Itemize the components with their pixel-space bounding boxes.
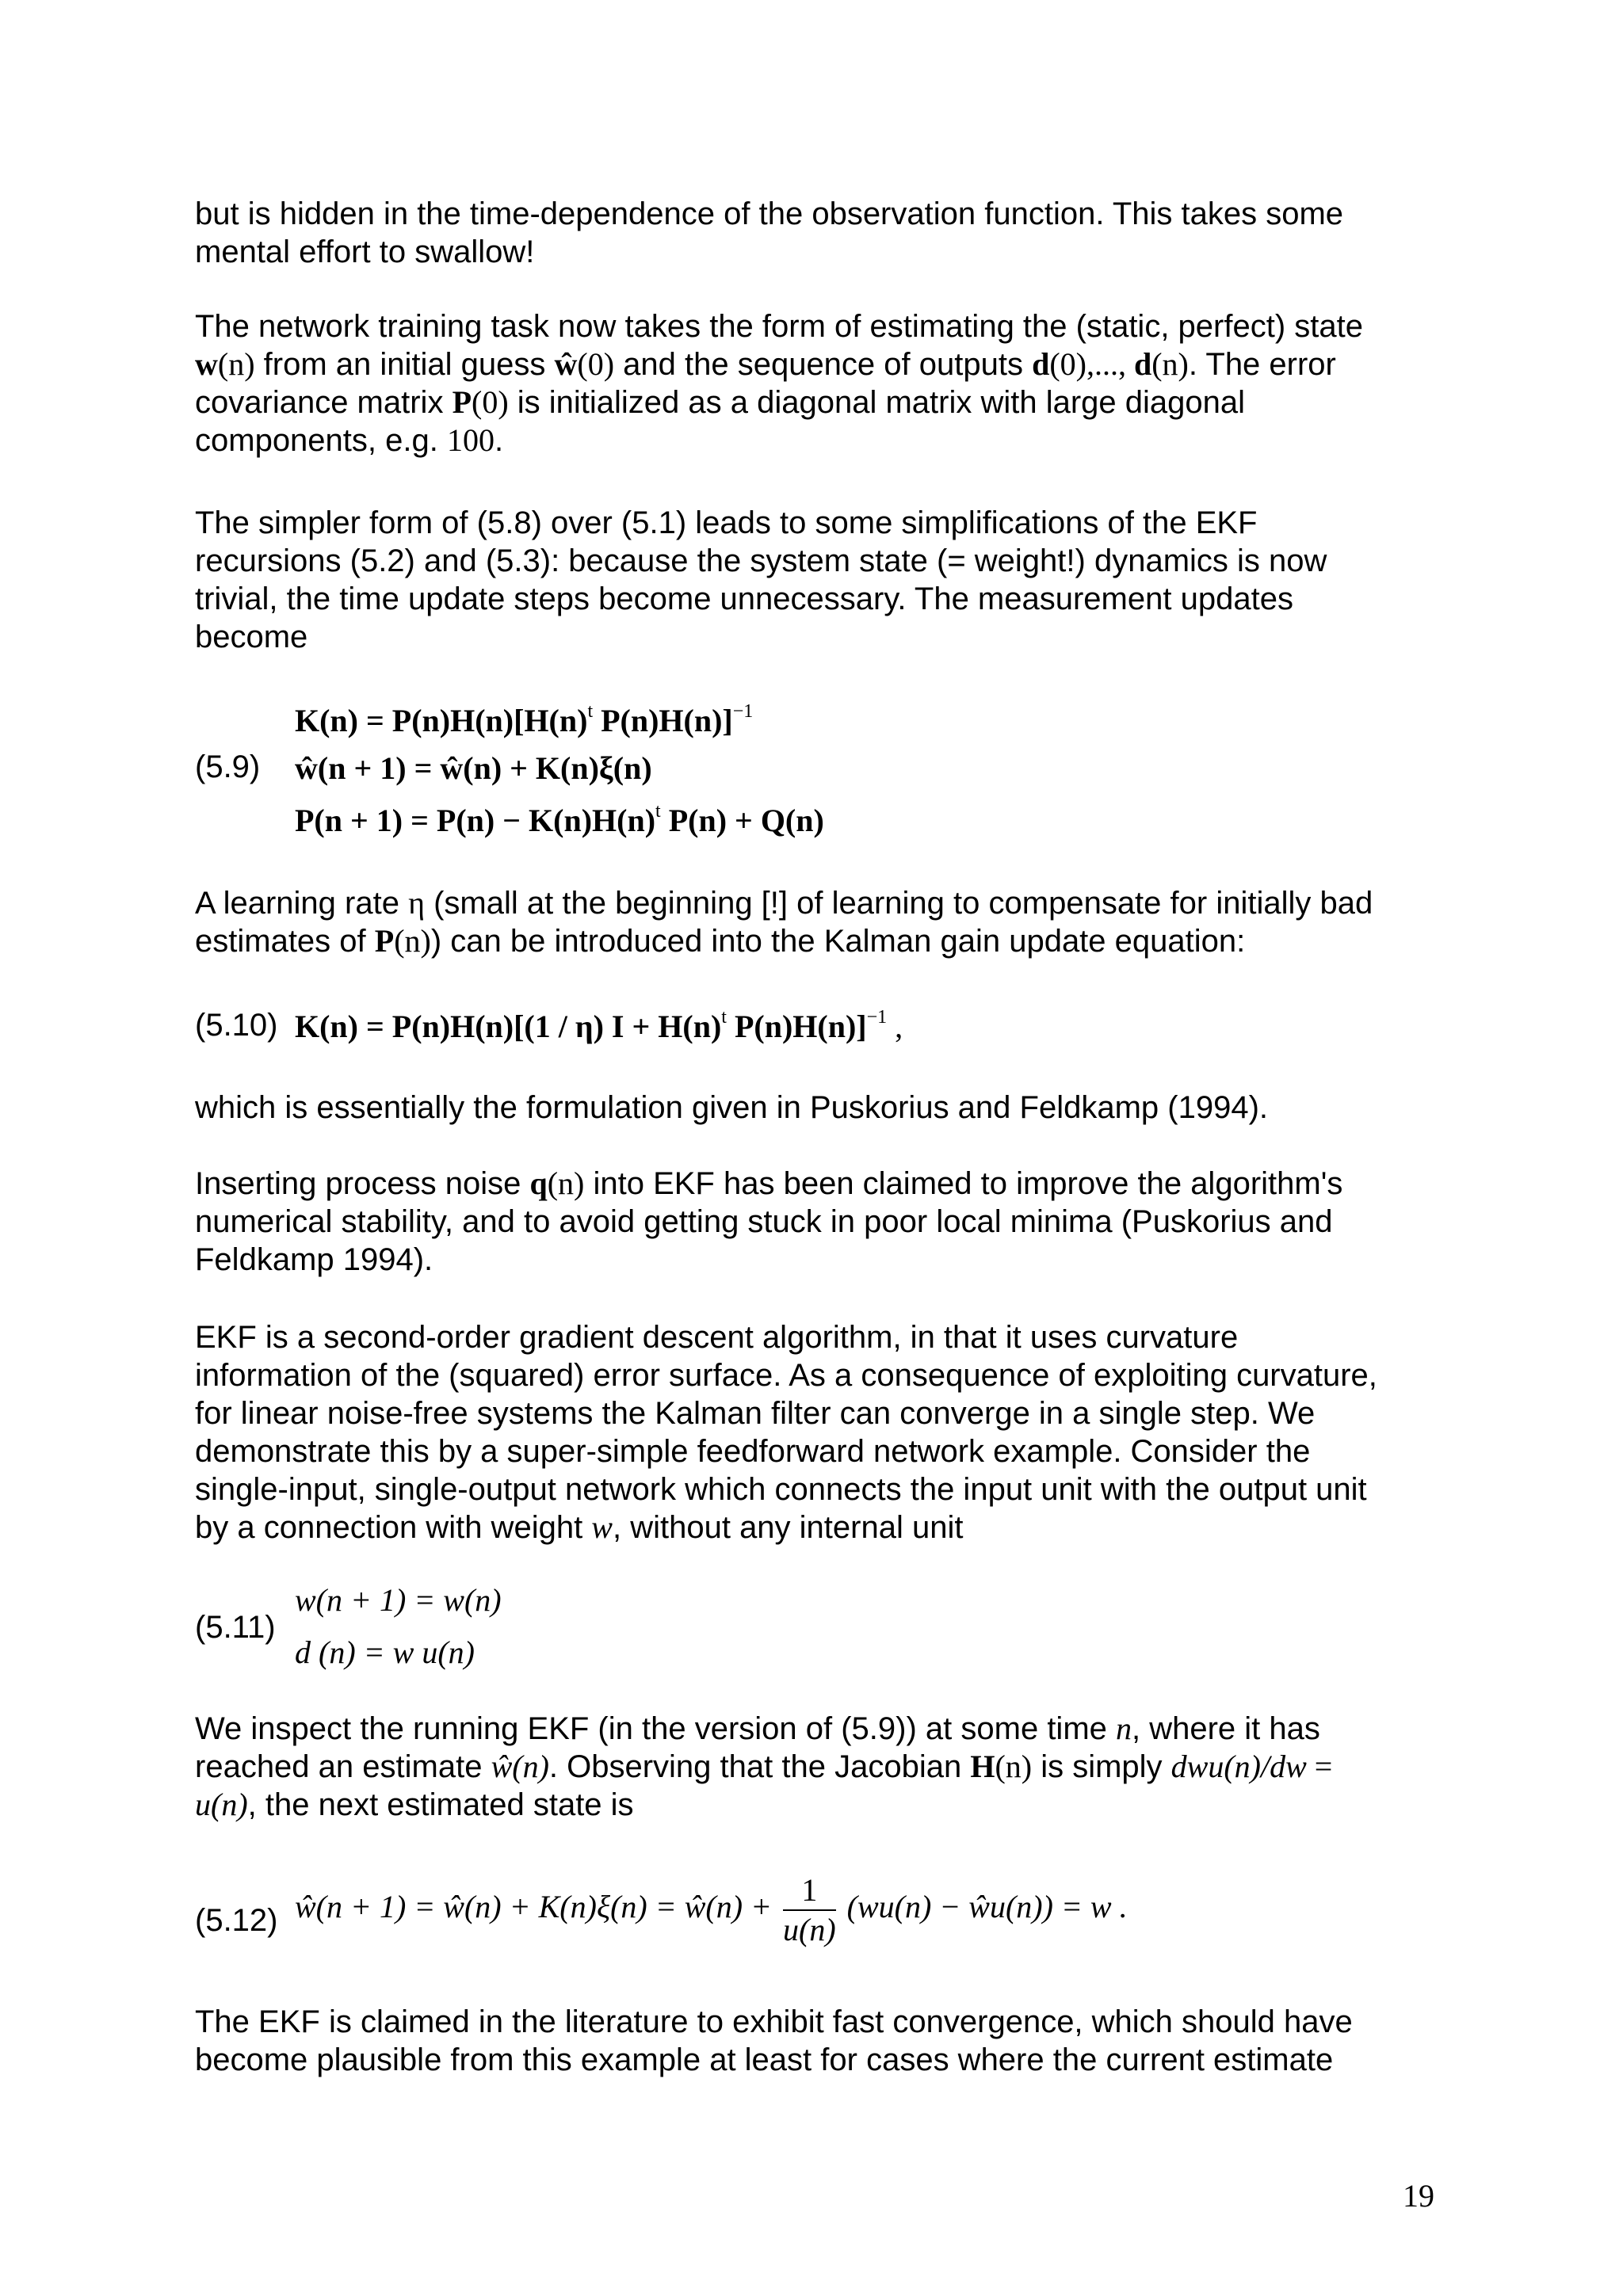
math-expression: ,	[887, 1009, 903, 1044]
math-symbol: (n)	[217, 346, 255, 382]
equation-number: (5.10)	[195, 1008, 278, 1043]
math-symbol: (n)	[394, 923, 431, 959]
math-symbol: 100	[446, 422, 495, 458]
equation-number: (5.12)	[195, 1903, 278, 1938]
text-run: and the sequence of outputs	[614, 347, 1033, 382]
math-expression: ŵ(n + 1) = ŵ(n) + K(n)ξ(n)	[295, 750, 652, 786]
text-line	[195, 1508, 1447, 1547]
text-run: .	[494, 423, 504, 458]
paragraph-7	[195, 1318, 1447, 1547]
math-symbol: H	[970, 1749, 995, 1784]
math-superscript: −1	[866, 1007, 888, 1028]
fraction-numerator: 1	[783, 1871, 836, 1911]
text-run: Inserting process noise	[195, 1166, 530, 1201]
text-run: A learning rate	[195, 886, 409, 921]
math-symbol: w	[591, 1509, 613, 1545]
equation-line	[295, 1871, 1128, 1949]
math-superscript: t	[587, 701, 594, 722]
math-expression: P(n) + Q(n)	[660, 803, 824, 838]
text-line	[195, 1786, 1447, 1824]
paragraph-8	[195, 1710, 1447, 1824]
math-superscript: −1	[732, 701, 754, 722]
math-expression: K(n) = P(n)H(n)[H(n)	[295, 703, 588, 738]
text-line: recursions (5.2) and (5.3): because the system state (= weight!) dynamics is now	[195, 543, 1327, 578]
math-symbol: =	[1306, 1749, 1333, 1784]
math-expression: K(n) = P(n)H(n)[(1 / η) I + H(n)	[295, 1009, 722, 1044]
math-symbol: ŵ	[554, 346, 578, 382]
page-number: 19	[1403, 2178, 1434, 2214]
text-run: into EKF has been claimed to improve the algorithm's	[584, 1166, 1343, 1201]
equation-line	[295, 702, 753, 739]
text-line	[195, 884, 1447, 922]
math-superscript: t	[655, 801, 661, 822]
equation-line	[295, 802, 824, 839]
text-line: demonstrate this by a super-simple feedforward network example. Consider the	[195, 1434, 1311, 1469]
text-run: We inspect the running EKF (in the version of (5.9)) at some time	[195, 1711, 1116, 1746]
math-fraction	[783, 1871, 836, 1949]
equation-line	[295, 1008, 903, 1045]
math-expression: d (n) = w u(n)	[295, 1634, 475, 1670]
text-line	[195, 345, 1447, 383]
text-run: . Observing that the Jacobian	[548, 1749, 971, 1784]
text-run: , without any internal unit	[612, 1510, 964, 1545]
math-superscript: t	[721, 1007, 727, 1028]
math-symbol: (n)	[995, 1749, 1033, 1784]
math-symbol: n	[1116, 1711, 1132, 1746]
equation-line	[295, 1634, 475, 1671]
math-symbol: (0)	[577, 346, 615, 382]
text-run: from an initial guess	[254, 347, 555, 382]
paragraph-3	[195, 504, 1447, 656]
math-expression: P(n)H(n)]	[726, 1009, 867, 1044]
text-line: for linear noise-free systems the Kalman filter can converge in a single step. We	[195, 1396, 1316, 1431]
math-symbol: η	[408, 885, 425, 921]
math-symbol: (0),...,	[1049, 346, 1134, 382]
paragraph-2	[195, 307, 1447, 460]
math-symbol: dwu(n)/dw	[1170, 1749, 1307, 1784]
math-symbol: (n)	[1151, 346, 1189, 382]
math-symbol: w	[195, 346, 218, 382]
paragraph-6	[195, 1165, 1447, 1279]
text-line: information of the (squared) error surface. As a consequence of exploiting curvature,	[195, 1358, 1377, 1393]
text-line	[195, 922, 1447, 960]
text-run: ) can be introduced into the Kalman gain update equation:	[430, 924, 1246, 959]
text-run: (small at the beginning [!] of learning to compensate for initially bad	[424, 886, 1373, 921]
text-line	[195, 383, 1447, 421]
text-run: is simply	[1032, 1749, 1171, 1784]
math-symbol: d	[1032, 346, 1050, 382]
math-expression: P(n)H(n)]	[593, 703, 733, 738]
text-run: components, e.g.	[195, 423, 447, 458]
text-line: mental effort to swallow!	[195, 235, 535, 269]
text-run: , where it has	[1132, 1711, 1320, 1746]
math-expression: u(n)	[783, 1912, 836, 1947]
math-symbol: P	[452, 384, 472, 420]
fraction-denominator	[783, 1911, 836, 1949]
text-run: estimates of	[195, 924, 375, 959]
math-symbol: (n)	[547, 1165, 585, 1201]
text-line: trivial, the time update steps become unnecessary. The measurement updates	[195, 582, 1293, 616]
paragraph-4	[195, 884, 1447, 960]
math-symbol: P	[374, 923, 395, 959]
text-run: . The error	[1188, 347, 1336, 382]
text-line: EKF is a second-order gradient descent algorithm, in that it uses curvature	[195, 1320, 1239, 1355]
text-run: reached an estimate	[195, 1749, 491, 1784]
math-symbol: d	[1133, 346, 1152, 382]
text-run: is initialized as a diagonal matrix with large diagonal	[508, 385, 1246, 420]
text-run: , the next estimated state is	[247, 1787, 634, 1822]
text-line: but is hidden in the time-dependence of the observation function. This takes some	[195, 196, 1344, 231]
paragraph-5	[195, 1089, 1447, 1127]
equation-line	[295, 1581, 502, 1619]
equation-number: (5.9)	[195, 749, 261, 784]
text-line	[195, 1710, 1447, 1748]
math-symbol: u(n)	[195, 1787, 248, 1822]
text-line	[195, 421, 1447, 460]
text-line: become plausible from this example at least for cases where the current estimate	[195, 2042, 1334, 2077]
text-line: become	[195, 620, 308, 654]
text-line: which is essentially the formulation given in Puskorius and Feldkamp (1994).	[195, 1090, 1269, 1125]
math-symbol: (0)	[472, 384, 509, 420]
text-line: The EKF is claimed in the literature to exhibit fast convergence, which should have	[195, 2004, 1353, 2039]
math-expression: (wu(n) − ŵu(n)) = w .	[846, 1889, 1128, 1925]
text-line: The simpler form of (5.8) over (5.1) leads to some simplifications of the EKF	[195, 505, 1258, 540]
text-run: by a connection with weight	[195, 1510, 592, 1545]
equation-line	[295, 749, 652, 787]
math-expression: w(n + 1) = w(n)	[295, 1582, 502, 1618]
text-line: numerical stability, and to avoid getting stuck in poor local minima (Puskorius and	[195, 1204, 1333, 1239]
math-symbol: ŵ(n)	[491, 1749, 549, 1784]
paragraph-9	[195, 2003, 1447, 2079]
equation-number: (5.11)	[195, 1610, 276, 1645]
text-line	[195, 1748, 1447, 1786]
text-line: The network training task now takes the form of estimating the (static, perfect) state	[195, 309, 1363, 344]
paragraph-1	[195, 195, 1447, 271]
math-symbol: q	[529, 1165, 548, 1201]
math-expression: ŵ(n + 1) = ŵ(n) + K(n)ξ(n) = ŵ(n) +	[295, 1889, 773, 1925]
text-line: Feldkamp 1994).	[195, 1242, 433, 1277]
text-run: covariance matrix	[195, 385, 453, 420]
text-line	[195, 1165, 1447, 1203]
math-expression: P(n + 1) = P(n) − K(n)H(n)	[295, 803, 656, 838]
text-line: single-input, single-output network which connects the input unit with the output unit	[195, 1472, 1367, 1507]
